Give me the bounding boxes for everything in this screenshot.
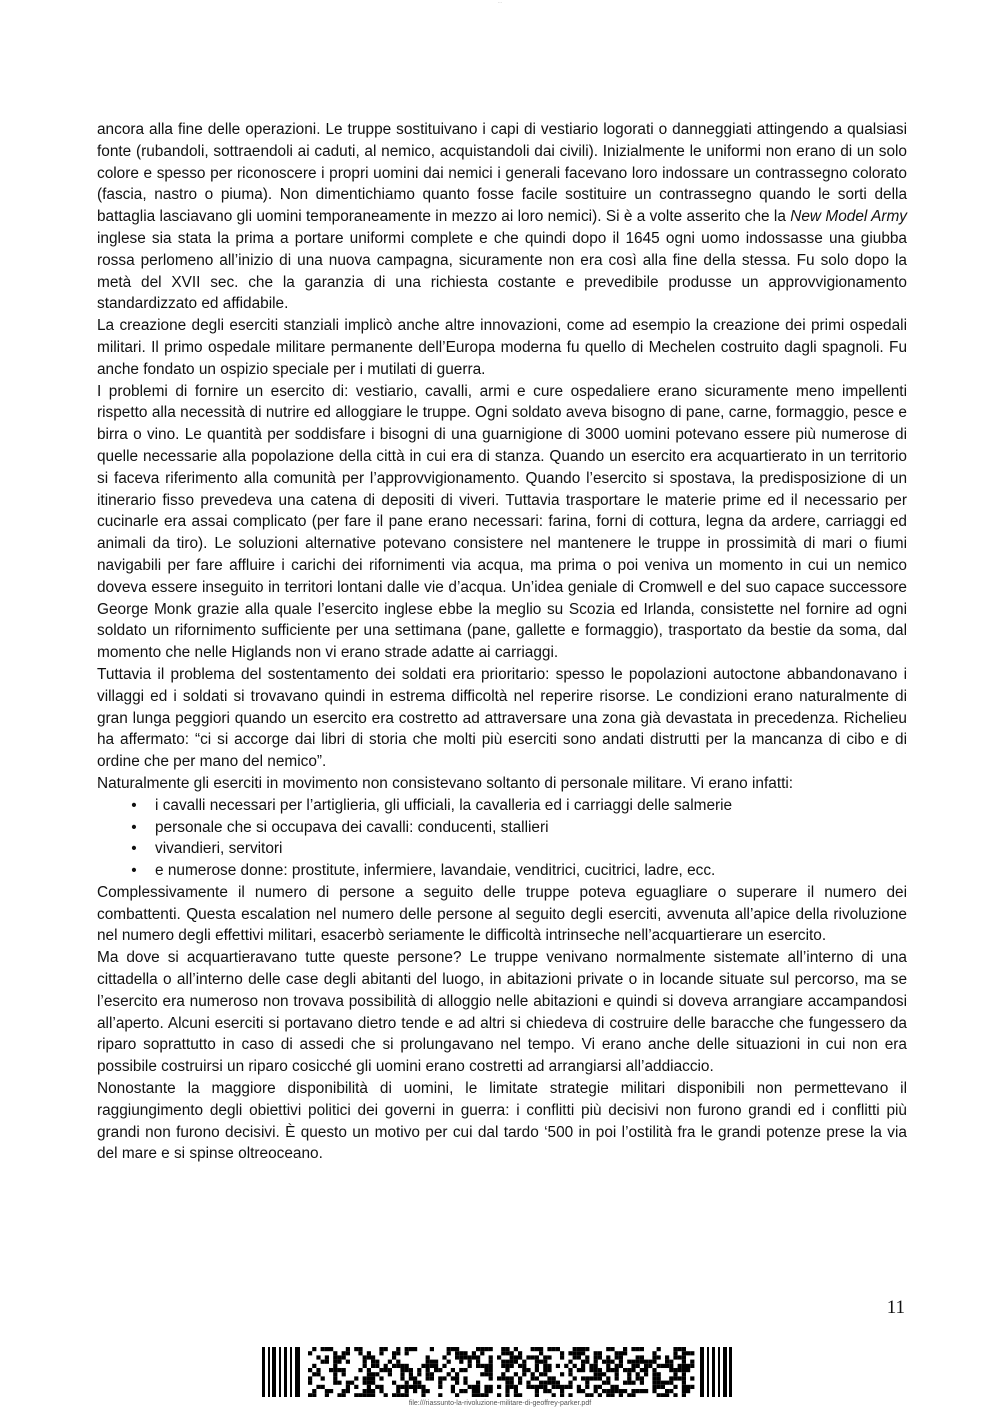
list-item bbox=[97, 838, 907, 860]
list-item-text: vivandieri, servitori bbox=[155, 840, 283, 858]
barcode-icon bbox=[262, 1347, 732, 1397]
list-item bbox=[97, 817, 907, 839]
paragraph: Ma dove si acquartieravano tutte queste persone? Le truppe venivano normalmente sistemate all’interno di una cittadella o all’interno delle case degli abitanti del luogo, in abitazioni private o in locande situate sul percorso, ma se l’esercito era numeroso non trovava possibilità di alloggio nelle abitazioni e quindi si doveva arrangiare accampandosi all’aperto. Alcuni eserciti si portavano dietro tende e ad altri si chiedeva di costruire delle baracche che fungessero da riparo soprattutto in caso di assedi che si prolungavano nel tempo. Vi erano anche delle situazioni in cui non era possibile costruirsi un riparo cosicché gli uomini erano costretti ad arrangiarsi all’addiaccio. bbox=[97, 949, 907, 1076]
paragraph-text: ancora alla fine delle operazioni. Le truppe sostituivano i capi di vestiario logorati o danneggiati attingendo a qualsiasi fonte (rubandoli, sottraendoli ai caduti, al nemico, acquistandoli dai civili). Inizialmente le uniformi non erano di un solo colore e spesso per riconoscere i propri uomini dai nemici i generali facevano loro indossare un contrassegno colorato (fascia, nastro o piuma). Non dimentichiamo quanto fosse facile sostituire un contrassegno quando le sorti della battaglia lasciavano gli uomini temporaneamente in mezzo ai loro nemici). Si è a volte asserito che la bbox=[97, 121, 907, 226]
list-item bbox=[97, 860, 907, 882]
document-body bbox=[97, 119, 907, 1165]
list-item-text: personale che si occupava dei cavalli: conducenti, stallieri bbox=[155, 818, 549, 836]
paragraph: Tuttavia il problema del sostentamento dei soldati era prioritario: spesso le popolazioni autoctone abbandonavano i villaggi ed i soldati si trovavano quindi in estrema difficoltà nel reperire risorse. Le condizioni erano naturalmente di gran lunga peggiori quando un esercito era costretto ad attraversare una zona già devastata in precedenza. Richelieu ha affermato: “ci si accorge dai libri di storia che molti più eserciti sono andati distrutti per la mancanza di cibo e di ordine che per mano del nemico”. bbox=[97, 665, 907, 771]
file-path: file:///riassunto-la-rivoluzione-militare-di-geoffrey-parker.pdf bbox=[408, 1400, 592, 1407]
paragraph: Complessivamente il numero di persone a seguito delle truppe poteva eguagliare o superare il numero dei combattenti. Questa escalation nel numero delle persone al seguito degli eserciti, avvenuta all’apice della rivoluzione nel numero degli effettivi militari, esacerbò seriamente le difficoltà intrinseche nell’acquartierare un esercito. bbox=[97, 883, 907, 945]
paragraph: I problemi di fornire un esercito di: vestiario, cavalli, armi e cure ospedaliere erano sicuramente meno impellenti rispetto alla necessità di nutrire ed alloggiare le truppe. Ogni soldato aveva bisogno di pane, carne, formaggio, pesce e birra o vino. Le quantità per soddisfare i bisogni di una guarnigione di 3000 uomini potevano essere più numerose di quelle necessarie alla popolazione della città in cui era di stanza. Quando un esercito era acquartierato in un territorio si faceva riferimento alla comunità per l’approvvigionamento. Quando l’esercito si spostava, la predisposizione di un itinerario fisso prevedeva una catena di depositi di viveri. Tuttavia trasportare le materie prime ed il necessario per cucinarle era assai complicato (per fare il pane erano necessari: farina, forni di cottura, legna da ardere, carriaggi ed animali da tiro). Le soluzioni alternative potevano consistere nel mantenere le truppe in prossimità di mari o fiumi navigabili per fare affluire i carichi dei rifornimenti via acqua, ma prima o poi veniva un momento in cui un nemico doveva essere inseguito in territori lontani dalle vie d’acqua. Un’idea geniale di Cromwell e del suo capace successore George Monk grazie alla quale l’esercito inglese ebbe la meglio su Scozia ed Irlanda, consistette nel fornire ad ogni soldato un rifornimento sufficiente per una settimana (pane, gallette e formaggio), trasportato da bestie da soma, dal momento che nelle Higlands non vi erano strade adatte ai carriaggi. bbox=[97, 382, 907, 662]
bullet-list bbox=[97, 795, 907, 882]
paragraph: Nonostante la maggiore disponibilità di uomini, le limitate strategie militari disponibili non permettevano il raggiungimento degli obiettivi politici dei governi in guerra: i conflitti più decisivi non furono grandi ed i conflitti più grandi non furono decisivi. È questo un motivo per cui dal tardo ‘500 in poi l’ostilità fra le grandi potenze prese la via del mare e si spinse oltreoceano. bbox=[97, 1080, 907, 1163]
list-item-text: e numerose donne: prostitute, infermiere, lavandaie, venditrici, cucitrici, ladre, ecc. bbox=[155, 862, 716, 880]
bullet-icon: • bbox=[131, 862, 137, 880]
paragraph-text: inglese sia stata la prima a portare uniformi complete e che quindi dopo il 1645 ogni uomo indossasse una giubba rossa perlomeno all’inizio di una nuova campagna, sicuramente non era così alla fine della stessa. Fu solo dopo la metà del XVII sec. che la garanzia di una richiesta costante e prevedibile produsse un approvvigionamento standardizzato ed affidabile. bbox=[97, 229, 907, 313]
paragraph: Naturalmente gli eserciti in movimento non consistevano soltanto di personale militare. Vi erano infatti: bbox=[97, 774, 794, 792]
bullet-icon: • bbox=[131, 840, 137, 858]
bullet-icon: • bbox=[131, 818, 137, 836]
italic-term: New Model Army bbox=[790, 208, 907, 226]
paragraph bbox=[97, 119, 907, 315]
page-number: 11 bbox=[886, 1297, 905, 1318]
bullet-icon: • bbox=[131, 796, 137, 814]
list-item bbox=[97, 795, 907, 817]
paragraph: La creazione degli eserciti stanziali implicò anche altre innovazioni, come ad esempio la creazione dei primi ospedali militari. Il primo ospedale militare permanente dell’Europa moderna fu quello di Mechelen costruito dagli spagnoli. Fu anche fondato un ospizio speciale per i mutilati di guerra. bbox=[97, 317, 907, 378]
list-item-text: i cavalli necessari per l’artiglieria, gli ufficiali, la cavalleria ed i carriaggi delle salmerie bbox=[155, 796, 733, 814]
header-mark: ··· bbox=[497, 0, 503, 6]
